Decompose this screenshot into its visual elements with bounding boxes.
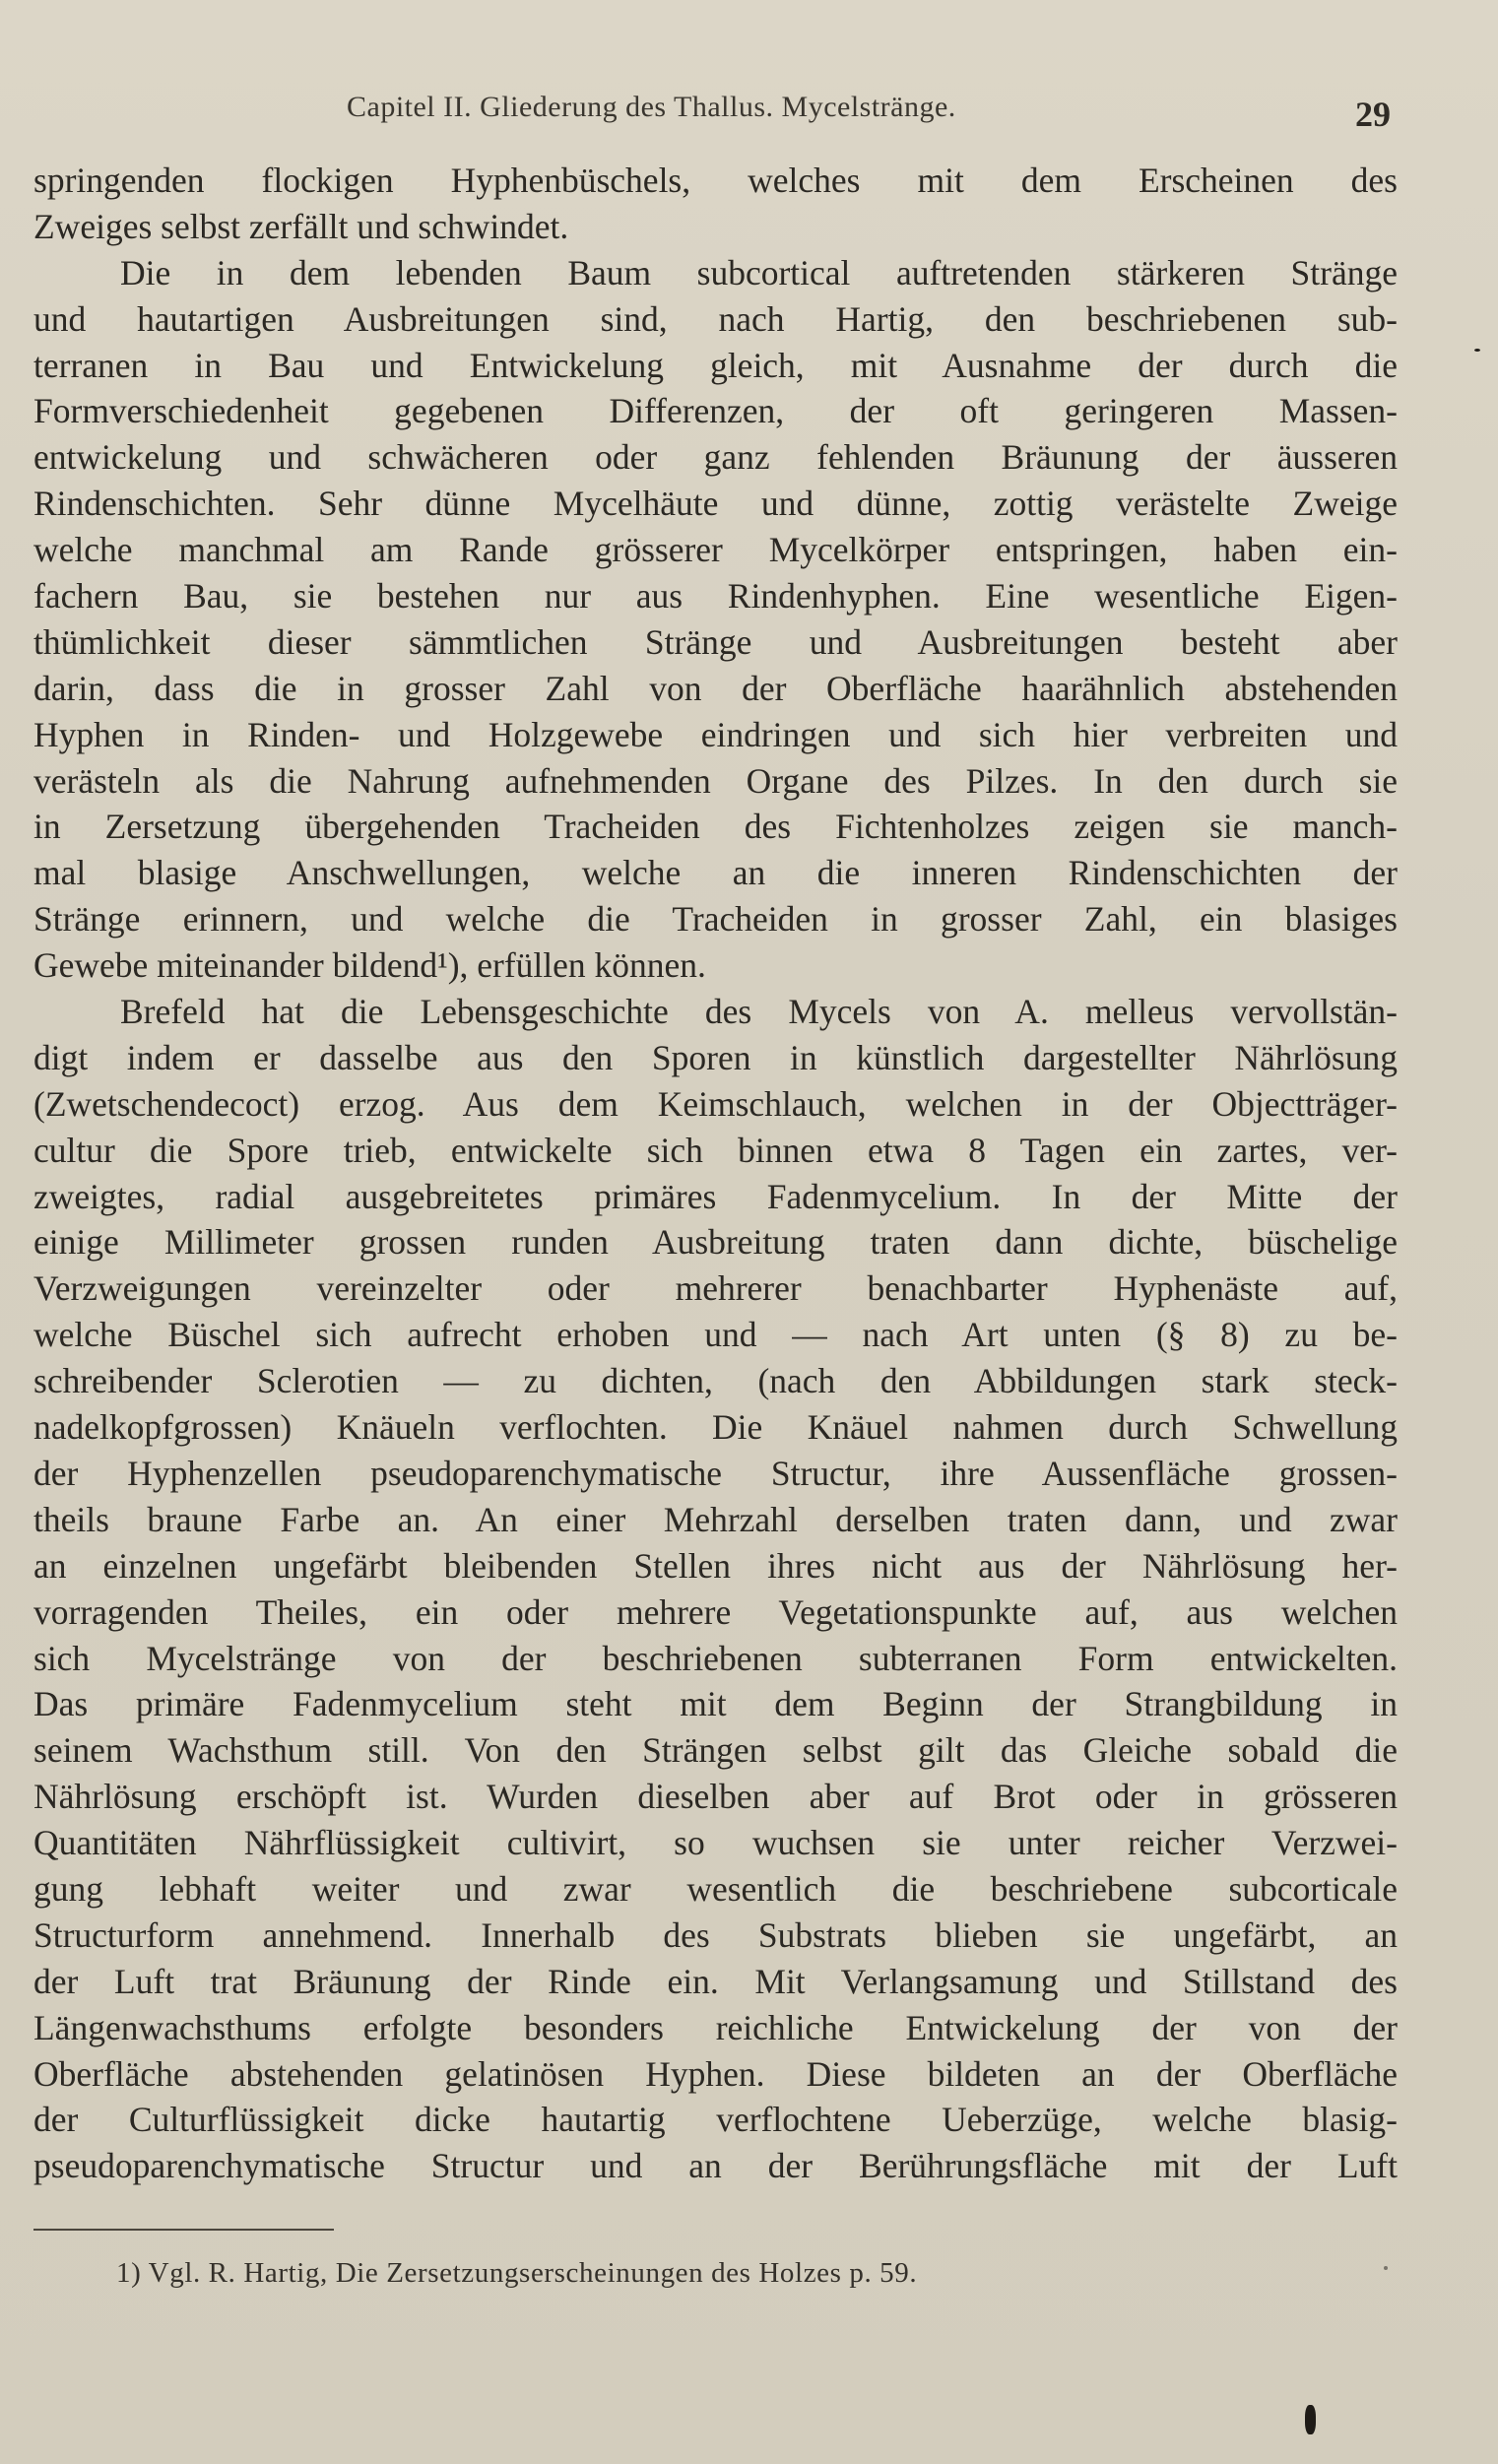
text-line: zweigtes, radial ausgebreitetes primäres Fadenmycelium. In der Mitte der: [33, 1176, 1398, 1216]
text-line: mal blasige Anschwellungen, welche an die inneren Rindenschichten der: [33, 853, 1398, 893]
ink-speck: [1474, 349, 1480, 352]
ink-speck: [1384, 2266, 1388, 2270]
text-line: digt indem er dasselbe aus den Sporen in künstlich dargestellter Nährlösung: [33, 1037, 1398, 1077]
running-head: Capitel II. Gliederung des Thallus. Mycelstränge.: [347, 91, 956, 123]
text-line: welche Büschel sich aufrecht erhoben und — nach Art unten (§ 8) zu be-: [33, 1315, 1398, 1355]
text-line: cultur die Spore trieb, entwickelte sich binnen etwa 8 Tagen ein zartes, ver-: [33, 1130, 1398, 1170]
text-line: Hyphen in Rinden- und Holzgewebe eindringen und sich hier verbreiten und: [33, 714, 1398, 754]
text-line: Gewebe miteinander bildend¹), erfüllen können.: [33, 945, 706, 986]
text-line: welche manchmal am Rande grösserer Mycelkörper entspringen, haben ein-: [33, 530, 1398, 570]
text-line: gung lebhaft weiter und zwar wesentlich die beschriebene subcorticale: [33, 1868, 1398, 1909]
text-line: Quantitäten Nährflüssigkeit cultivirt, so wuchsen sie unter reicher Verzwei-: [33, 1823, 1398, 1863]
text-line: terranen in Bau und Entwickelung gleich, mit Ausnahme der durch die: [33, 345, 1398, 385]
body-text: [33, 158, 1398, 2189]
text-line: der Culturflüssigkeit dicke hautartig verflochtene Ueberzüge, welche blasig-: [33, 2100, 1398, 2140]
text-line: an einzelnen ungefärbt bleibenden Stellen ihres nicht aus der Nährlösung her-: [33, 1545, 1398, 1586]
text-line: Längenwachsthums erfolgte besonders reichliche Entwickelung der von der: [33, 2007, 1398, 2047]
text-line: Formverschiedenheit gegebenen Differenzen, der oft geringeren Massen-: [33, 391, 1398, 431]
text-line: Structurform annehmend. Innerhalb des Substrats blieben sie ungefärbt, an: [33, 1914, 1398, 1955]
text-line: Nährlösung erschöpft ist. Wurden dieselben aber auf Brot oder in grösseren: [33, 1777, 1398, 1817]
text-line: pseudoparenchymatische Structur und an der Berührungsfläche mit der Luft: [33, 2146, 1398, 2186]
text-line: in Zersetzung übergehenden Tracheiden des Fichtenholzes zeigen sie manch-: [33, 807, 1398, 847]
paragraph-start-line: Die in dem lebenden Baum subcortical auftretenden stärkeren Stränge: [120, 252, 1398, 292]
text-line: entwickelung und schwächeren oder ganz fehlenden Bräunung der äusseren: [33, 437, 1398, 478]
text-line: schreibender Sclerotien — zu dichten, (nach den Abbildungen stark steck-: [33, 1361, 1398, 1401]
text-line: Stränge erinnern, und welche die Tracheiden in grosser Zahl, ein blasiges: [33, 899, 1398, 940]
text-line: Oberfläche abstehenden gelatinösen Hyphen. Diese bildeten an der Oberfläche: [33, 2053, 1398, 2094]
text-line: seinem Wachsthum still. Von den Strängen selbst gilt das Gleiche sobald die: [33, 1730, 1398, 1771]
page-number: 29: [1355, 95, 1391, 134]
text-line: springenden flockigen Hyphenbüschels, welches mit dem Erscheinen des: [33, 161, 1398, 200]
text-line: fachern Bau, sie bestehen nur aus Rindenhyphen. Eine wesentliche Eigen-: [33, 576, 1398, 616]
text-line: der Hyphenzellen pseudoparenchymatische Structur, ihre Aussenfläche grossen-: [33, 1453, 1398, 1493]
text-line: vorragenden Theiles, ein oder mehrere Vegetationspunkte auf, aus welchen: [33, 1591, 1398, 1632]
text-line: verästeln als die Nahrung aufnehmenden Organe des Pilzes. In den durch sie: [33, 760, 1398, 801]
text-line: theils braune Farbe an. An einer Mehrzahl derselben traten dann, und zwar: [33, 1499, 1398, 1539]
text-line: Zweiges selbst zerfällt und schwindet.: [33, 206, 569, 246]
text-line: der Luft trat Bräunung der Rinde ein. Mit Verlangsamung und Stillstand des: [33, 1961, 1398, 2001]
text-line: Das primäre Fadenmycelium steht mit dem Beginn der Strangbildung in: [33, 1684, 1398, 1724]
text-line: sich Mycelstränge von der beschriebenen subterranen Form entwickelten.: [33, 1638, 1398, 1678]
ink-speck: [1305, 2405, 1316, 2434]
text-line: und hautartigen Ausbreitungen sind, nach Hartig, den beschriebenen sub-: [33, 298, 1398, 339]
text-line: (Zwetschendecoct) erzog. Aus dem Keimschlauch, welchen in der Objectträger-: [33, 1083, 1398, 1124]
text-line: Rindenschichten. Sehr dünne Mycelhäute und dünne, zottig verästelte Zweige: [33, 484, 1398, 524]
paragraph-start-line: Brefeld hat die Lebensgeschichte des Mycels von A. melleus vervollstän-: [120, 992, 1398, 1032]
footnote: 1) Vgl. R. Hartig, Die Zersetzungserscheinungen des Holzes p. 59.: [116, 2257, 918, 2289]
text-line: nadelkopfgrossen) Knäueln verflochten. Die Knäuel nahmen durch Schwellung: [33, 1407, 1398, 1448]
text-line: einige Millimeter grossen runden Ausbreitung traten dann dichte, büschelige: [33, 1222, 1398, 1263]
text-line: Verzweigungen vereinzelter oder mehrerer benachbarter Hyphenäste auf,: [33, 1268, 1398, 1309]
text-line: thümlichkeit dieser sämmtlichen Stränge und Ausbreitungen besteht aber: [33, 621, 1398, 662]
footnote-rule: [33, 2229, 334, 2231]
text-line: darin, dass die in grosser Zahl von der Oberfläche haarähnlich abstehenden: [33, 668, 1398, 708]
